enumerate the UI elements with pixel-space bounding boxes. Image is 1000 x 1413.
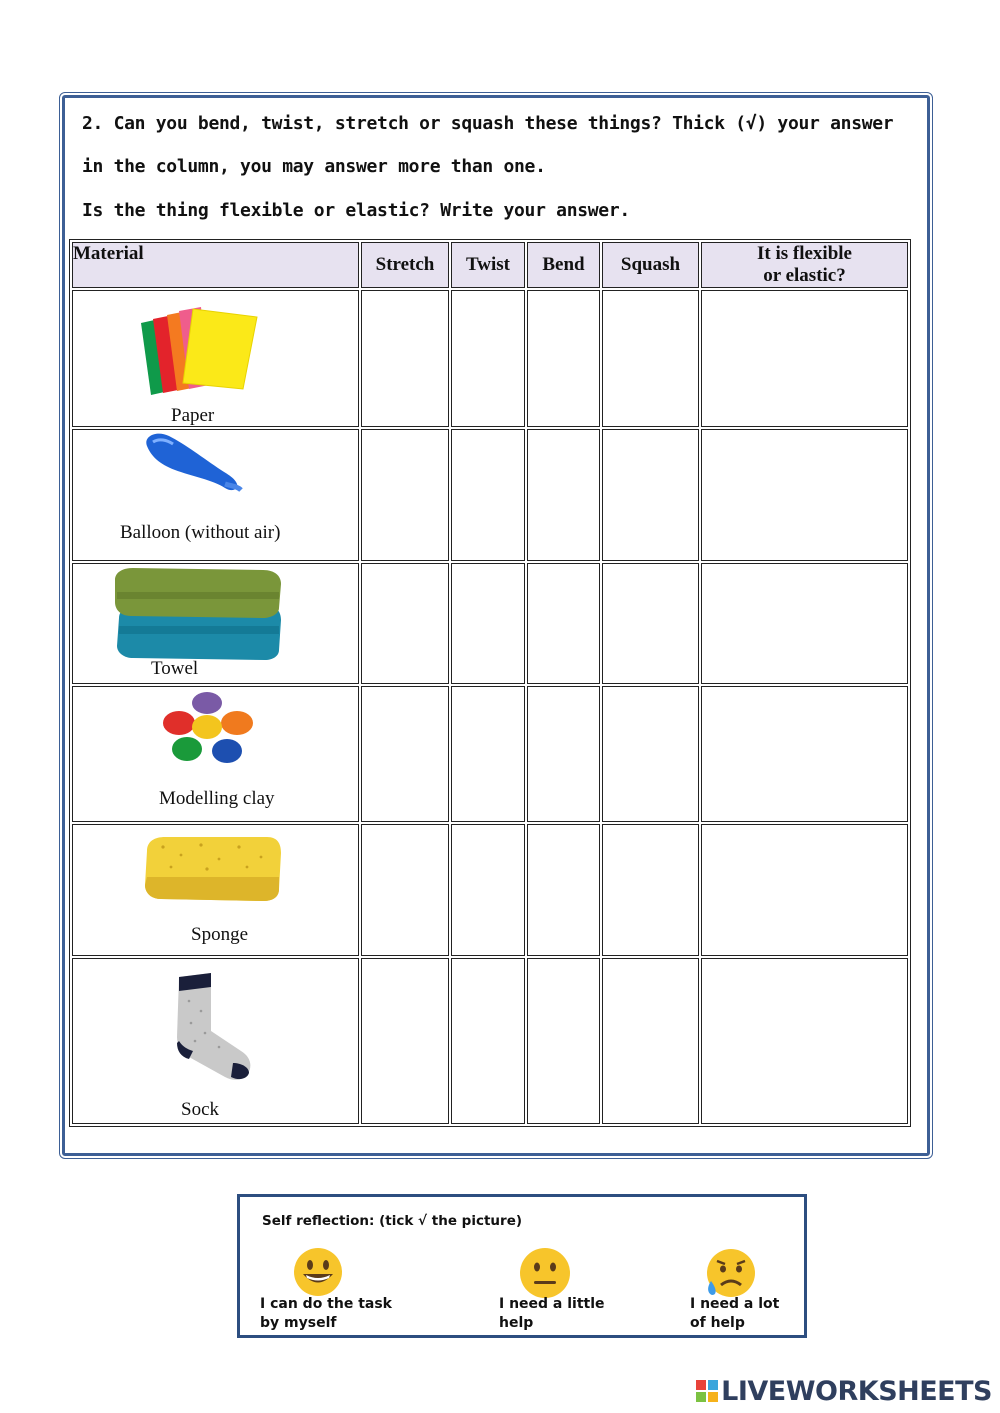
answer-squash-sponge[interactable]	[602, 824, 699, 956]
table-row	[72, 290, 908, 427]
material-label: Sock	[181, 1099, 219, 1120]
answer-squash-balloon[interactable]	[602, 429, 699, 561]
header-twist: Twist	[451, 242, 525, 288]
material-cell-modelling-clay	[72, 686, 359, 822]
option-line: of help	[690, 1315, 745, 1331]
answer-twist-sponge[interactable]	[451, 824, 525, 956]
answer-flexible-towel[interactable]	[701, 563, 908, 685]
table-row	[72, 429, 908, 561]
option-label-little-help	[499, 1295, 659, 1333]
sock-icon	[171, 971, 255, 1083]
table-row	[72, 563, 908, 685]
worried-face-icon[interactable]	[703, 1247, 757, 1299]
self-reflection-box	[237, 1194, 807, 1338]
answer-stretch-sock[interactable]	[361, 958, 449, 1124]
answer-flexible-sock[interactable]	[701, 958, 908, 1124]
header-flexible-line1: It is flexible	[757, 243, 852, 265]
option-label-lot-of-help	[690, 1295, 850, 1333]
answer-twist-balloon[interactable]	[451, 429, 525, 561]
material-label: Sponge	[191, 924, 248, 946]
happy-face-icon[interactable]	[293, 1247, 343, 1297]
sponge-icon	[143, 833, 283, 903]
answer-bend-sock[interactable]	[527, 958, 600, 1124]
instruction-line-2: in the column, you may answer more than one.	[82, 156, 546, 177]
answer-squash-sock[interactable]	[602, 958, 699, 1124]
answer-flexible-modelling-clay[interactable]	[701, 686, 908, 822]
table-header-row	[72, 242, 908, 288]
answer-stretch-modelling-clay[interactable]	[361, 686, 449, 822]
header-bend: Bend	[527, 242, 600, 288]
material-label: Towel	[151, 657, 199, 679]
material-label: Modelling clay	[159, 788, 275, 810]
answer-twist-modelling-clay[interactable]	[451, 686, 525, 822]
answer-stretch-paper[interactable]	[361, 290, 449, 427]
answer-bend-balloon[interactable]	[527, 429, 600, 561]
material-cell-sock	[72, 958, 359, 1124]
material-cell-towel	[72, 563, 359, 685]
option-line: by myself	[260, 1315, 337, 1331]
answer-bend-towel[interactable]	[527, 563, 600, 685]
modelling-clay-icon	[161, 691, 255, 765]
instruction-line-3: Is the thing flexible or elastic? Write your answer.	[82, 200, 630, 221]
answer-flexible-balloon[interactable]	[701, 429, 908, 561]
material-label: Paper	[171, 405, 215, 427]
neutral-face-icon[interactable]	[518, 1247, 572, 1299]
answer-stretch-towel[interactable]	[361, 563, 449, 685]
header-flexible-elastic	[701, 242, 908, 288]
answer-twist-sock[interactable]	[451, 958, 525, 1124]
option-line: I can do the task	[260, 1296, 392, 1312]
materials-table	[69, 239, 911, 1127]
table-row	[72, 824, 908, 956]
paper-icon	[139, 305, 259, 395]
liveworksheets-brand	[696, 1376, 992, 1407]
header-flexible-line2: or elastic?	[763, 265, 846, 287]
answer-squash-paper[interactable]	[602, 290, 699, 427]
answer-flexible-paper[interactable]	[701, 290, 908, 427]
answer-stretch-balloon[interactable]	[361, 429, 449, 561]
answer-bend-paper[interactable]	[527, 290, 600, 427]
header-material: Material	[72, 242, 359, 288]
answer-flexible-sponge[interactable]	[701, 824, 908, 956]
brand-name: LIVEWORKSHEETS	[721, 1376, 992, 1407]
option-label-myself	[260, 1295, 420, 1333]
towel-icon	[113, 566, 283, 660]
self-reflection-title: Self reflection: (tick √ the picture)	[262, 1213, 523, 1229]
table-row	[72, 686, 908, 822]
answer-squash-towel[interactable]	[602, 563, 699, 685]
instruction-line-1: 2. Can you bend, twist, stretch or squash these things? Thick (√) your answer	[82, 113, 894, 134]
material-label: Balloon (without air)	[120, 522, 281, 544]
header-squash: Squash	[602, 242, 699, 288]
answer-bend-modelling-clay[interactable]	[527, 686, 600, 822]
option-line: help	[499, 1315, 534, 1331]
answer-twist-paper[interactable]	[451, 290, 525, 427]
material-cell-balloon	[72, 429, 359, 561]
answer-squash-modelling-clay[interactable]	[602, 686, 699, 822]
table-row	[72, 958, 908, 1124]
liveworksheets-logo	[696, 1380, 718, 1402]
balloon-icon	[141, 432, 243, 496]
header-stretch: Stretch	[361, 242, 449, 288]
material-cell-paper	[72, 290, 359, 427]
answer-bend-sponge[interactable]	[527, 824, 600, 956]
answer-stretch-sponge[interactable]	[361, 824, 449, 956]
option-line: I need a little	[499, 1296, 605, 1312]
material-cell-sponge	[72, 824, 359, 956]
answer-twist-towel[interactable]	[451, 563, 525, 685]
option-line: I need a lot	[690, 1296, 780, 1312]
